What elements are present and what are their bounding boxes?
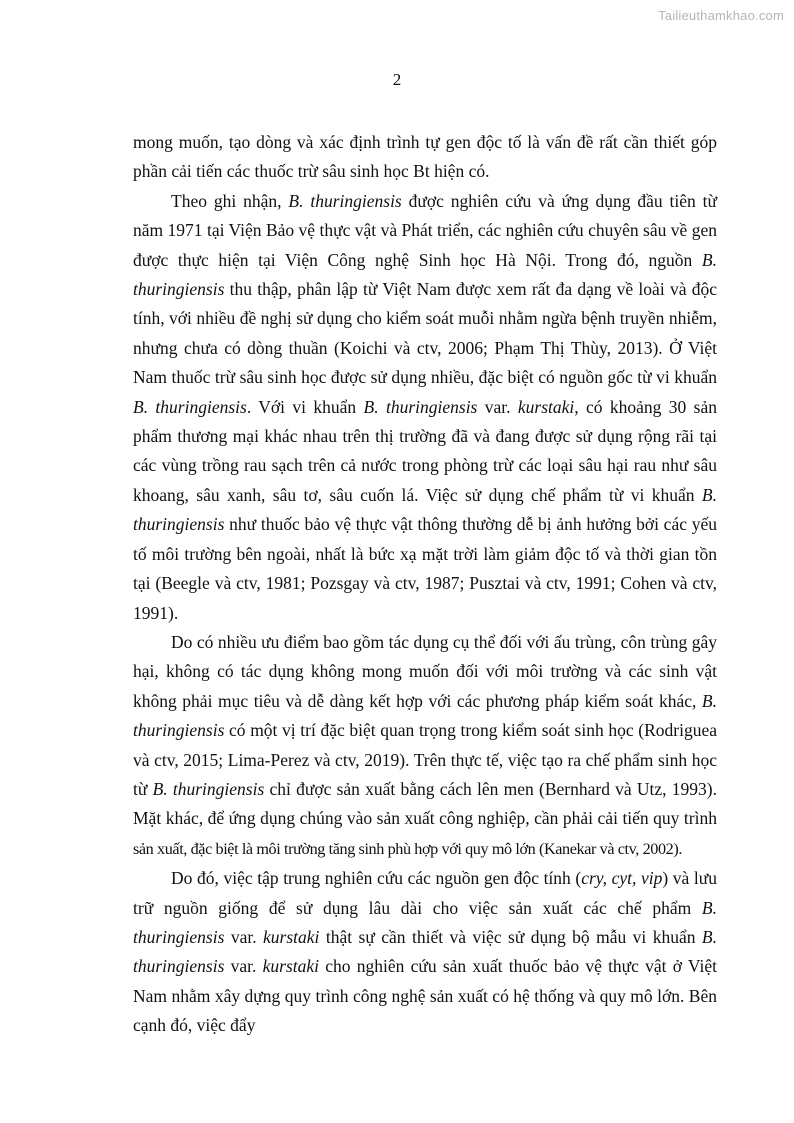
p2-species-3: B. thuringiensis: [133, 396, 247, 417]
paragraph-4: [133, 864, 717, 1040]
p2-text-3: thu thập, phân lập từ Việt Nam được xem rất đa dạng về loài và độc tính, với nhiều đề nghị sử dụng cho kiểm soát muỗi nhằm ngừa bệnh truyền nhiễm, nhưng chưa có dòng thuần (Koichi và ctv, 2006; Phạm Thị Thùy, 2013). Ở Việt Nam thuốc trừ sâu sinh học được sử dụng nhiều, đặc biệt có nguồn gốc từ vi khuẩn: [133, 279, 717, 388]
p4-text-6: cho nghiên cứu sản xuất thuốc bảo vệ thực vật ở Việt Nam nhằm xây dựng quy trình công nghệ sản xuất có hệ thống và quy mô lớn. Bên cạnh đó, việc đẩy: [133, 956, 718, 1036]
p2-text-6: có khoảng 30 sản phẩm thương mại khác nhau trên thị trường đã và đang được sử dụng rộng rãi tại các vùng trồng rau sạch trên cả nước trong phòng trừ các loại sâu hại rau như sâu khoang, sâu xanh, sâu tơ, sâu cuốn lá. Việc sử dụng chế phẩm từ vi khuẩn: [133, 396, 717, 505]
p2-species-1: B. thuringiensis: [288, 190, 402, 211]
p4-text-3: var.: [224, 926, 264, 947]
p3-species-2: B. thuringiensis: [152, 778, 265, 799]
p3-text-1: Do có nhiều ưu điểm bao gồm tác dụng cụ thể đối với ấu trùng, côn trùng gây hại, không có tác dụng không mong muốn đối với môi trường và các sinh vật không phải mục tiêu và dễ dàng kết hợp với các phương pháp kiểm soát khác,: [133, 631, 717, 711]
p3-text-2: có một vị trí đặc biệt quan trọng trong kiểm soát sinh học (Rodriguea và ctv, 2015; Lima-Perez và ctv, 2019). Trên thực tế, việc tạo ra chế phẩm sinh học từ: [133, 720, 717, 799]
p4-text-2: ) và lưu trữ nguồn giống để sử dụng lâu dài cho việc sản xuất các chế phẩm: [133, 868, 718, 918]
p4-text-5: var.: [224, 956, 263, 977]
paragraph-3: [133, 628, 717, 864]
p2-text-2: được nghiên cứu và ứng dụng đầu tiên từ năm 1971 tại Viện Bảo vệ thực vật và Phát triển, các nghiên cứu chuyên sâu về gen được thực hiện tại Viện Công nghệ Sinh học Hà Nội. Trong đó, nguồn: [133, 190, 718, 270]
p4-variety-1: kurstaki: [263, 926, 320, 947]
p2-text-1: Theo ghi nhận,: [171, 190, 289, 211]
p2-text-5: var.: [477, 396, 518, 417]
p4-text-1: Do đó, việc tập trung nghiên cứu các nguồn gen độc tính (: [171, 868, 582, 889]
p1-text: mong muốn, tạo dòng và xác định trình tự gen độc tố là vấn đề rất cần thiết góp phần cải tiến các thuốc trừ sâu sinh học Bt hiện có.: [133, 132, 717, 182]
p4-species-2: B. thuringiensis: [133, 926, 717, 977]
p4-text-4: thật sự cần thiết và việc sử dụng bộ mẫu vi khuẩn: [319, 926, 702, 947]
p3-text-3: chỉ được sản xuất bằng cách lên men (Bernhard và Utz, 1993). Mặt khác, để ứng dụng chúng vào sản xuất công nghiệp, cần phải cải tiến quy trình: [133, 778, 717, 829]
p4-gene-list: cry, cyt, vip: [581, 868, 663, 889]
watermark-text: Tailieuthamkhao.com: [658, 8, 784, 23]
page-number: 2: [392, 70, 402, 89]
p2-variety-1: kurstaki,: [517, 396, 579, 417]
p2-text-4: . Với vi khuẩn: [246, 396, 364, 417]
paragraph-2: [133, 187, 717, 628]
document-body: [133, 128, 717, 1041]
p3-text-4: sản xuất, đặc biệt là môi trường tăng sinh phù hợp với quy mô lớn (Kanekar và ctv, 2002).: [133, 839, 682, 858]
p2-text-7: như thuốc bảo vệ thực vật thông thường dễ bị ảnh hưởng bởi các yếu tố môi trường bên ngoài, nhất là bức xạ mặt trời làm giảm độc tố và thời gian tồn tại (Beegle và ctv, 1981; Pozsgay và ctv, 1987; Pusztai và ctv, 1991; Cohen và ctv, 1991).: [133, 514, 717, 623]
p4-variety-2: kurstaki: [262, 956, 320, 977]
p4-species-1: B. thuringiensis: [133, 897, 717, 947]
p2-species-4: B. thuringiensis: [363, 396, 478, 417]
p3-species-1: B. thuringiensis: [133, 690, 717, 741]
p2-species-5: B. thuringiensis: [133, 484, 717, 535]
paragraph-1: [133, 128, 717, 187]
p2-species-2: B. thuringiensis: [133, 249, 717, 300]
